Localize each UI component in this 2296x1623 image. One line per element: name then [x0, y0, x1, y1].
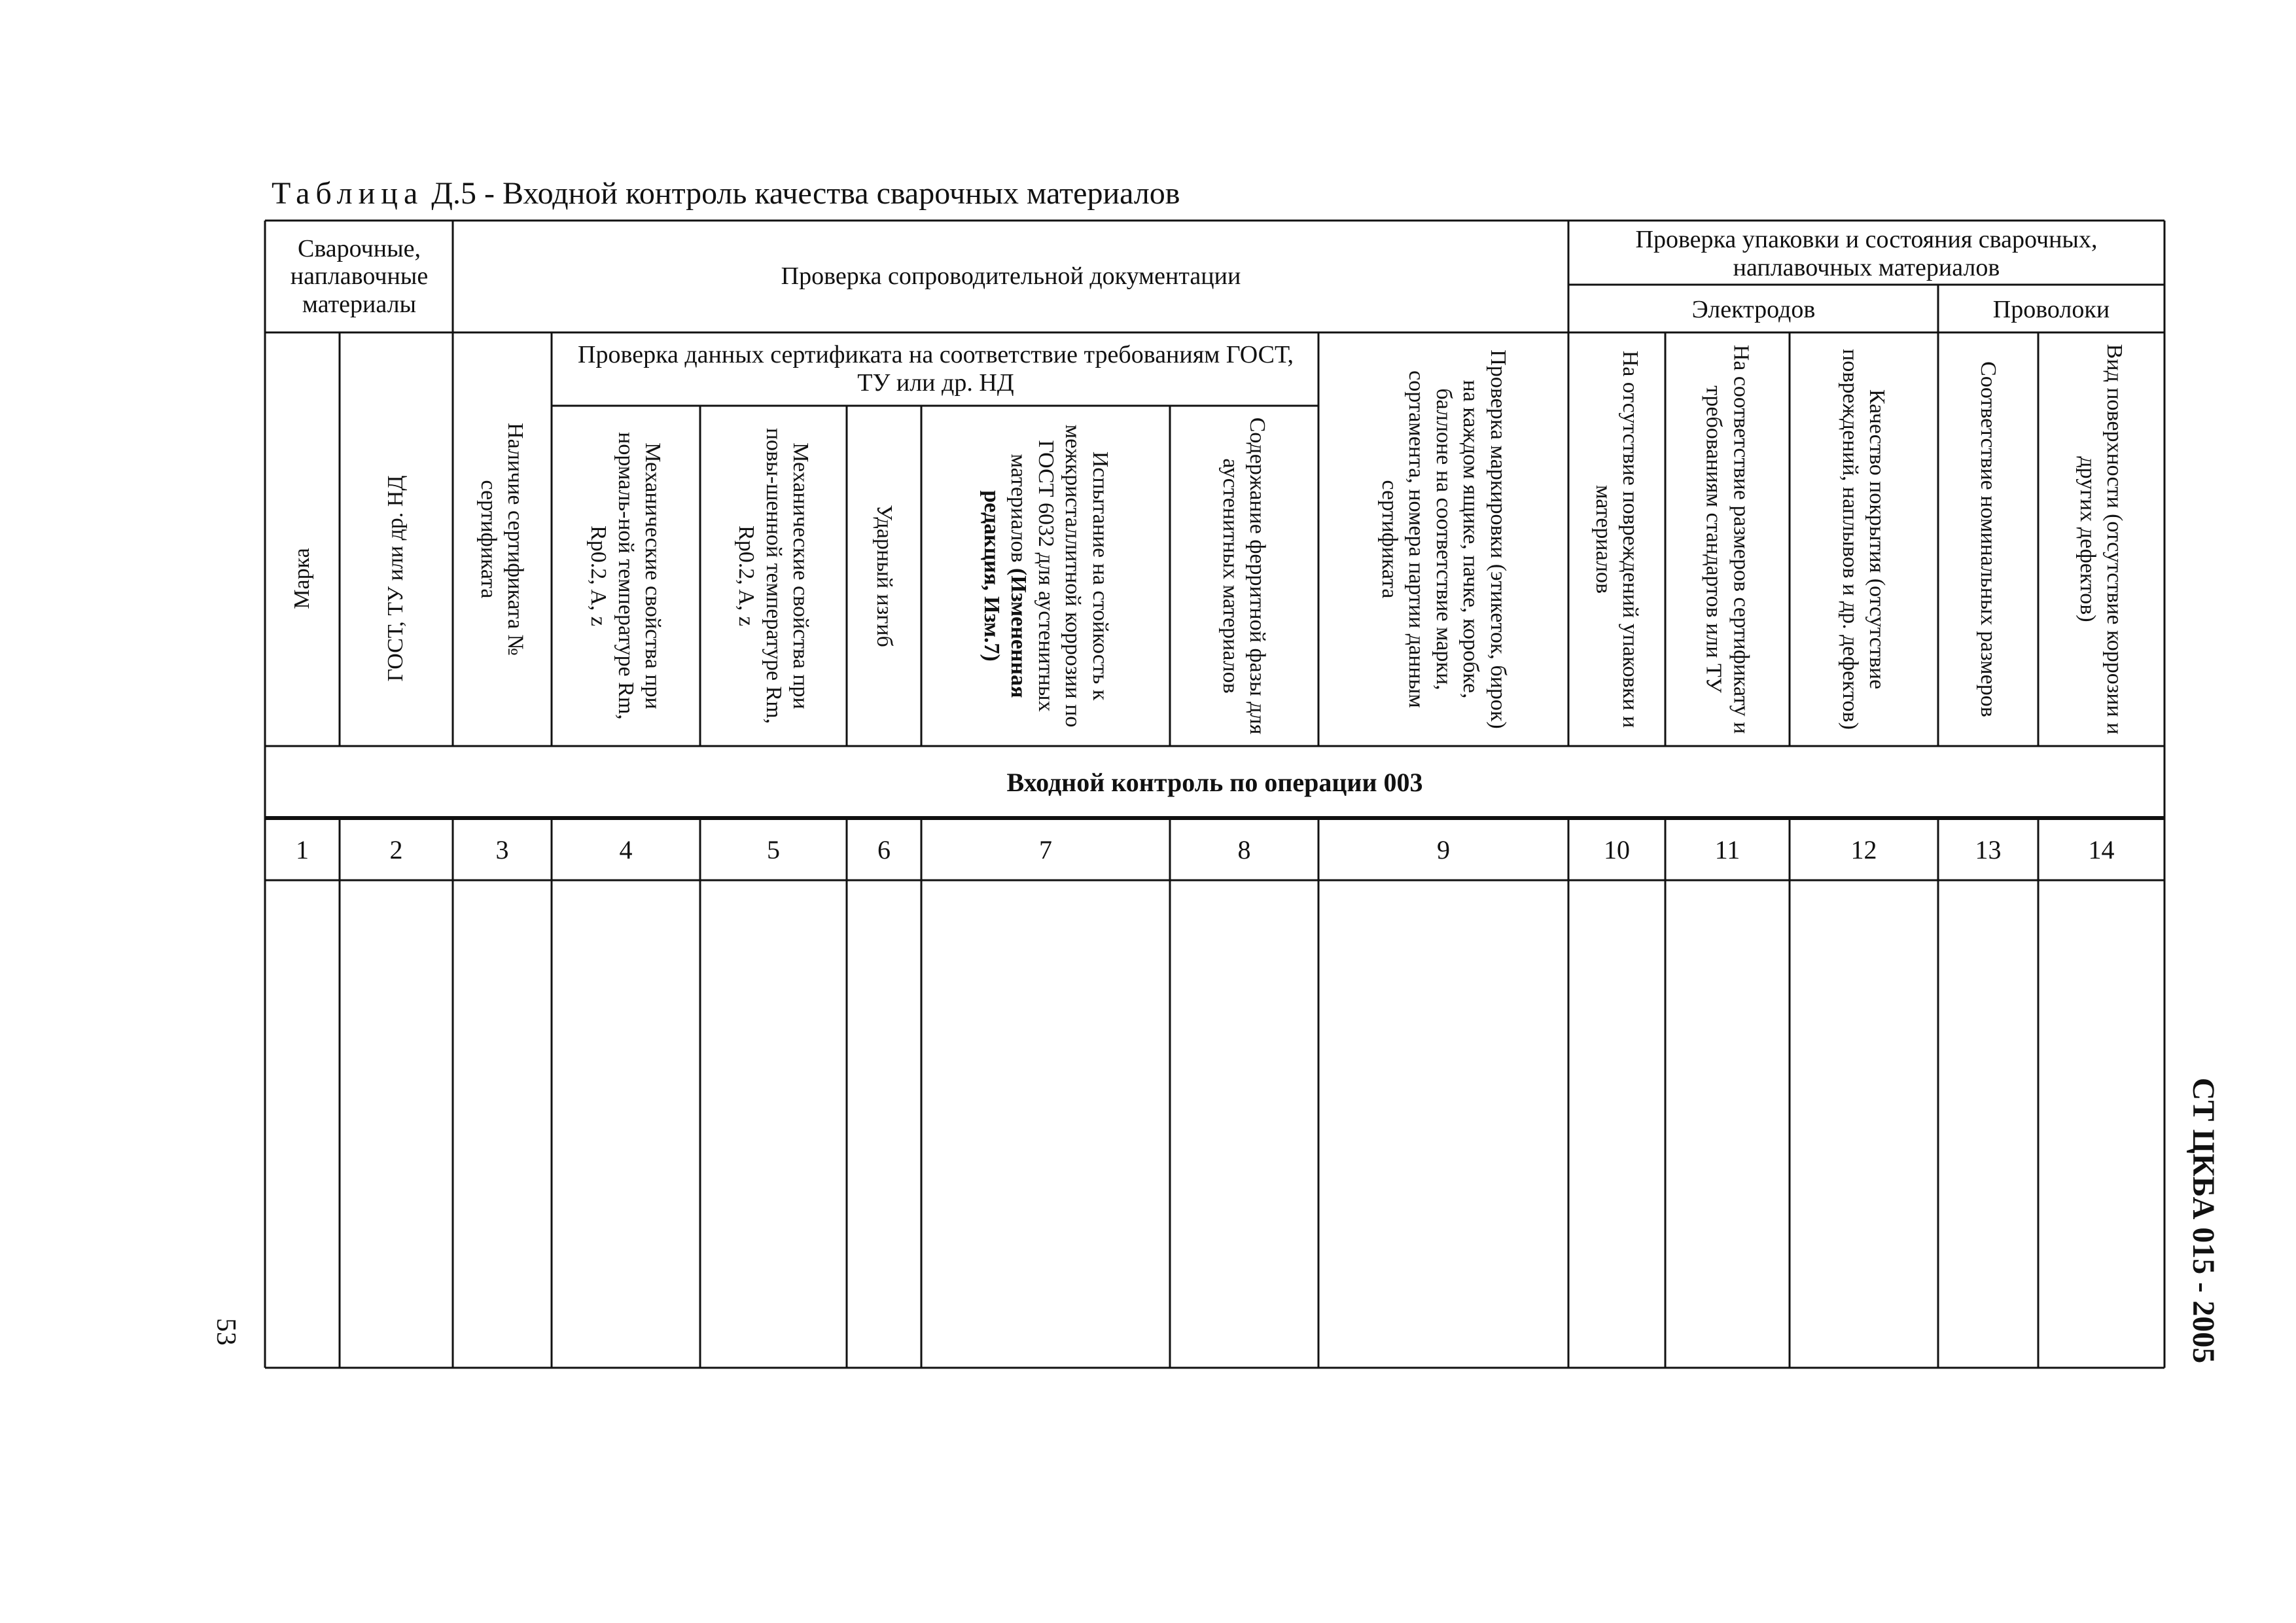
- col-title-6: [851, 412, 917, 740]
- col-num-1: 1: [296, 834, 309, 865]
- col-title-14: [2042, 340, 2160, 739]
- col-title-9-text: Проверка маркировки (этикеток, бирок) на каждом ящике, пачке, коробке, баллоне на соответствие марки, сортамента, номера партии данным сертификата: [1377, 349, 1510, 729]
- col-num-9: 9: [1437, 834, 1450, 865]
- header-docs-check: Проверка сопроводительной документации: [781, 262, 1241, 291]
- section-title: Входной контроль по операции 003: [1006, 767, 1423, 797]
- page-number: 53: [211, 1318, 241, 1346]
- col-num-6: 6: [877, 834, 891, 865]
- col-title-11: [1670, 340, 1785, 739]
- col-title-8-text: Содержание ферритной фазы для аустенитных материалов: [1218, 417, 1270, 735]
- col-num-10: 10: [1604, 834, 1630, 865]
- col-title-4-text: Механические свойства при нормаль-ной температуре Rm, Rp0.2, A, z: [586, 432, 665, 720]
- col-title-7: [931, 412, 1160, 740]
- col-title-13: [1942, 340, 2034, 739]
- document-code: СТ ЦКБА 015 - 2005: [2186, 1077, 2221, 1364]
- col-num-11: 11: [1714, 834, 1740, 865]
- col-title-12-text: Качество покрытия (отсутствие повреждений, наплывов и др. дефектов): [1838, 349, 1890, 730]
- col-title-6-text: Ударный изгиб: [872, 505, 896, 647]
- col-num-8: 8: [1237, 834, 1251, 865]
- col-title-10-text: На отсутствие повреждений упаковки и материалов: [1591, 350, 1643, 728]
- col-title-10: [1574, 340, 1659, 739]
- col-title-5: [708, 412, 839, 740]
- col-num-14: 14: [2088, 834, 2115, 865]
- col-title-4: [560, 412, 691, 740]
- col-title-13-text: Соответствие номинальных размеров: [1975, 361, 2000, 717]
- header-materials: Сварочные, наплавочные материалы: [290, 234, 429, 318]
- col-num-2: 2: [389, 834, 403, 865]
- col-title-2-text: ГОСТ, ТУ или др. НД: [383, 475, 408, 682]
- col-title-7-main: Испытание на стойкость к межкристаллитной коррозии по ГОСТ 6032 для аустенитных материалов: [1006, 424, 1112, 728]
- col-num-13: 13: [1975, 834, 2002, 865]
- col-num-5: 5: [767, 834, 780, 865]
- col-title-7-note: (Измененная редакция, Изм.7): [979, 490, 1031, 698]
- table-caption: [272, 175, 1180, 211]
- col-title-1-text: Марка: [290, 548, 315, 609]
- col-title-1: [271, 415, 334, 742]
- header-packaging-check: Проверка упаковки и состояния сварочных, наплавочных материалов: [1635, 225, 2098, 281]
- col-title-7-text: [978, 412, 1113, 740]
- header-wire: Проволоки: [1992, 295, 2110, 323]
- col-title-8: [1178, 412, 1309, 740]
- header-cert-check: Проверка данных сертификата на соответствие требованиям ГОСТ, ТУ или др. НД: [578, 341, 1294, 397]
- col-title-14-text: Вид поверхности (отсутствие коррозии и других дефектов): [2075, 344, 2127, 735]
- caption-title: Д.5 - Входной контроль качества сварочных материалов: [431, 176, 1180, 211]
- caption-label: Таблица: [272, 176, 424, 211]
- col-title-12: [1795, 340, 1932, 739]
- col-title-3-text: Наличие сертификата № сертификата: [476, 423, 528, 656]
- col-num-7: 7: [1039, 834, 1052, 865]
- col-num-3: 3: [495, 834, 509, 865]
- col-title-5-text: Механические свойства при повы-шенной температуре Rm, Rp0.2, A, z: [734, 427, 813, 724]
- col-num-12: 12: [1850, 834, 1877, 865]
- col-num-4: 4: [619, 834, 633, 865]
- col-title-11-text: На соответствие размеров сертификату и требованиям стандартов или ТУ: [1702, 344, 1754, 734]
- col-title-2: [347, 415, 445, 742]
- col-title-3: [463, 376, 541, 703]
- col-title-9: [1329, 340, 1558, 739]
- header-electrodes: Электродов: [1691, 295, 1816, 323]
